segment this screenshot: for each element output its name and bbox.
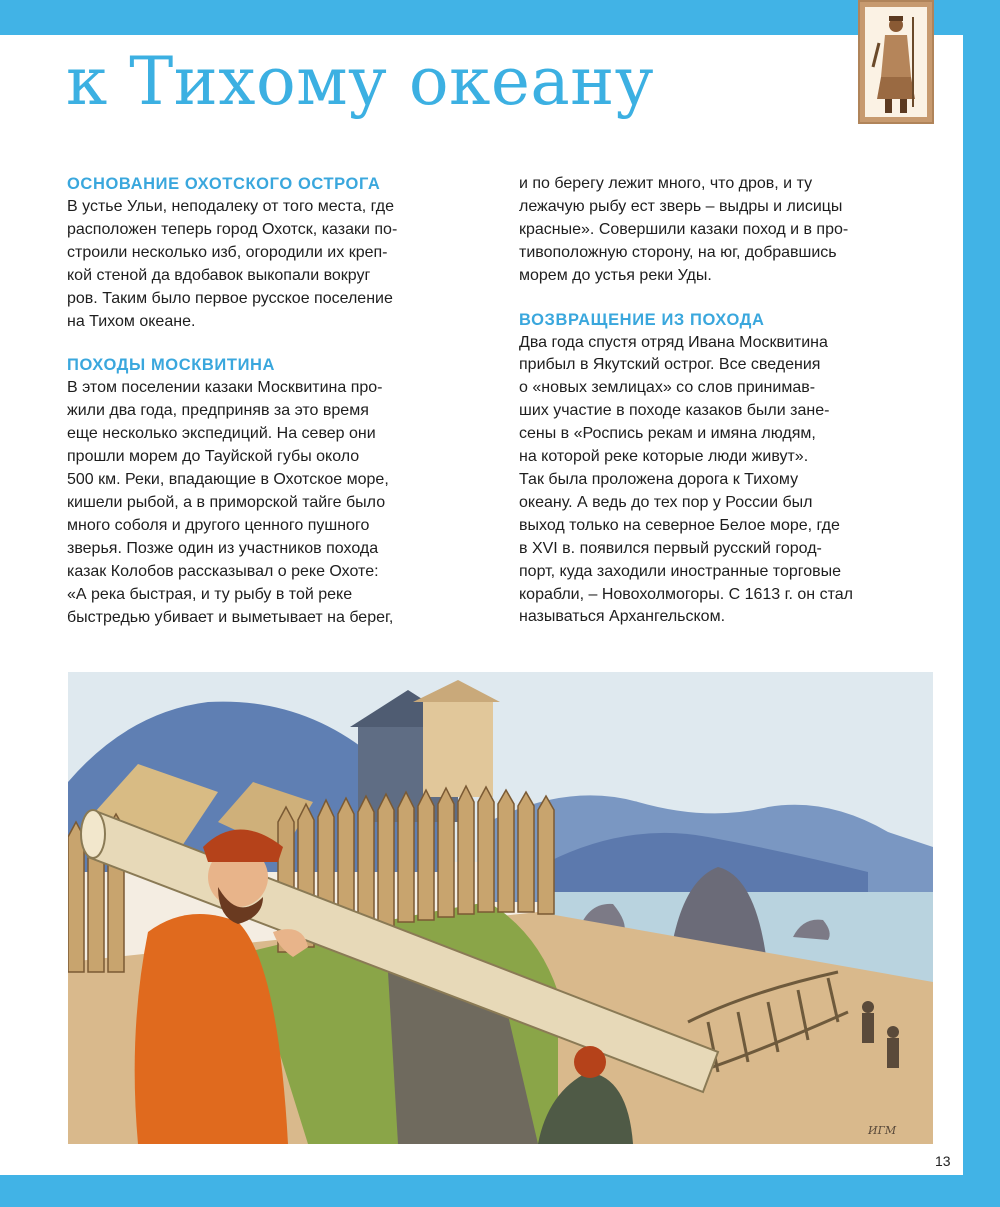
text-line: лежачую рыбу ест зверь – выдры и лисицы — [519, 197, 843, 215]
section-heading: ПОХОДЫ МОСКВИТИНА — [67, 356, 276, 375]
text-line: ров. Таким было первое русское поселение — [67, 289, 393, 307]
text-line: на Тихом океане. — [67, 312, 196, 330]
page-number: 13 — [935, 1153, 951, 1169]
text-line: быстредью убивает и выметывает на берег, — [67, 608, 394, 626]
text-line: «А река быстрая, и ту рыбу в той реке — [67, 585, 353, 603]
text-line: морем до устья реки Уды. — [519, 266, 712, 284]
text-line: тивоположную сторону, на юг, добравшись — [519, 243, 837, 261]
text-line: расположен теперь город Охотск, казаки по- — [67, 220, 398, 238]
text-line: Два года спустя отряд Ивана Москвитина — [519, 333, 828, 351]
text-line: в XVI в. появился первый русский город- — [519, 539, 822, 557]
text-line: выход только на северное Белое море, где — [519, 516, 840, 534]
text-line: В этом поселении казаки Москвитина про- — [67, 379, 383, 397]
ostrog-illustration — [68, 672, 933, 1144]
text-line: и по берегу лежит много, что дров, и ту — [519, 175, 813, 192]
text-line: много соболя и другого ценного пушного — [67, 516, 370, 534]
text-line: кой стеной да вдобавок выкопали вокруг — [67, 266, 371, 284]
text-line: океану. А ведь до тех пор у России был — [519, 493, 813, 511]
text-line: В устье Ульи, неподалеку от того места, где — [67, 198, 394, 215]
text-line: ших участие в походе казаков были зане- — [519, 402, 830, 420]
text-line: о «новых землицах» со слов принимав- — [519, 379, 816, 397]
text-line: на которой реке которые люди живут». — [519, 448, 809, 466]
text-line: еще несколько экспедиций. На север они — [67, 425, 376, 443]
section-heading: ОСНОВАНИЕ ОХОТСКОГО ОСТРОГА — [67, 175, 381, 193]
cossack-emblem — [858, 0, 934, 124]
cossack-figure-icon — [865, 7, 927, 117]
text-line: сены в «Роспись рекам и имяна людям, — [519, 425, 816, 443]
text-line: порт, куда заходили иностранные торговые — [519, 562, 842, 580]
text-line: зверья. Позже один из участников похода — [67, 539, 379, 557]
text-line: корабли, – Новохолмогоры. С 1613 г. он стал — [519, 585, 853, 603]
text-line: кишели рыбой, а в приморской тайге было — [67, 493, 386, 511]
text-line: прошли морем до Тауйской губы около — [67, 448, 360, 466]
text-line: красные». Совершили казаки поход и в про- — [519, 220, 849, 238]
text-line: называться Архангельском. — [519, 608, 726, 626]
text-line: казак Колобов рассказывал о реке Охоте: — [67, 562, 379, 580]
artist-signature: ИГМ — [868, 1124, 897, 1137]
text-line: Так была проложена дорога к Тихому — [519, 470, 799, 488]
page-title: к Тихому океану — [66, 43, 655, 120]
text-line: строили несколько изб, огородили их креп- — [67, 243, 388, 261]
left-column — [67, 173, 487, 629]
text-line: 500 км. Реки, впадающие в Охотское море, — [67, 471, 389, 489]
section-heading: ВОЗВРАЩЕНИЕ ИЗ ПОХОДА — [519, 310, 765, 329]
right-column — [519, 173, 939, 629]
text-line: жили два года, предприняв за это время — [67, 402, 369, 420]
text-line: прибыл в Якутский острог. Все сведения — [519, 356, 821, 374]
